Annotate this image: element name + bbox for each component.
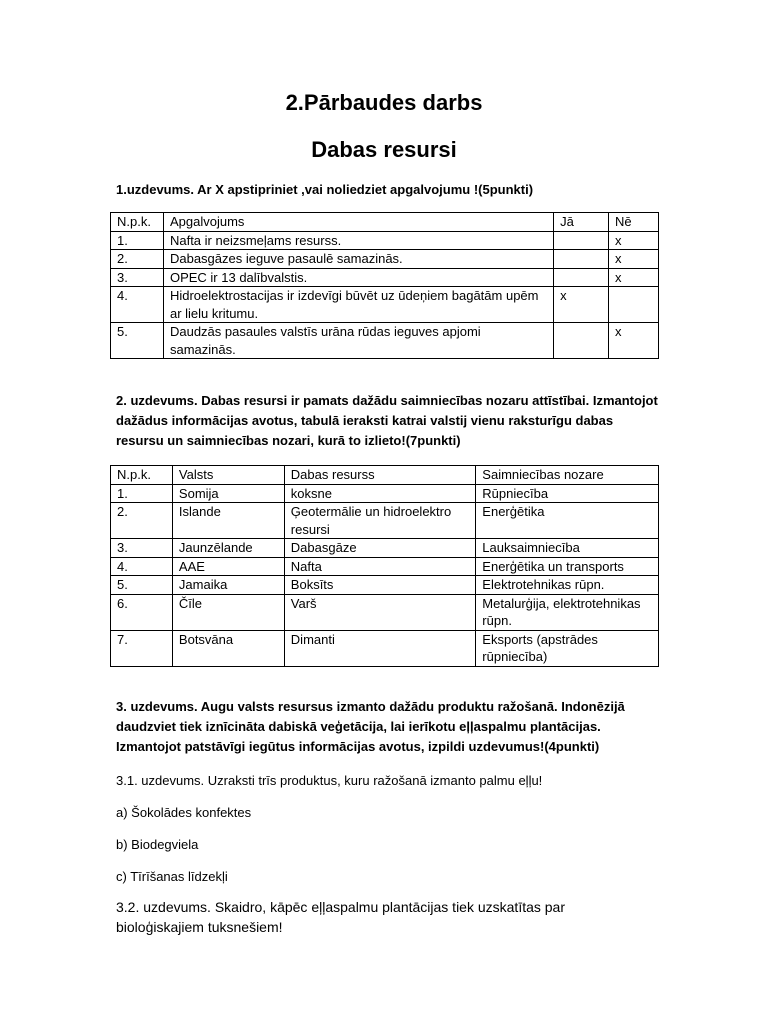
answer-c: c) Tīrīšanas līdzekļi: [116, 869, 228, 884]
task3-heading: 3. uzdevums. Augu valsts resursus izmanto dažādu produktu ražošanā. Indonēzijā daudzviet tiek iznīcināta dabiskā veģetācija, lai ierīkotu eļļaspalmu plantācijas. Izmantojot patstāvīgi iegūtus informācijas avotus, izpildi uzdevumus!(4punkti): [116, 699, 625, 754]
table-cell: Eksports (apstrādes rūpniecība): [476, 630, 659, 666]
table-row: [111, 576, 659, 595]
header-cell: Apgalvojums: [163, 213, 553, 232]
table-cell: 7.: [111, 630, 173, 666]
table-cell: [554, 323, 609, 359]
header-cell: Jā: [554, 213, 609, 232]
header-cell: Valsts: [172, 466, 284, 485]
document-title: 2.Pārbaudes darbs: [285, 90, 483, 115]
table-header-row: [111, 466, 659, 485]
table-cell: Hidroelektrostacijas ir izdevīgi būvēt uz ūdeņiem bagātām upēm ar lielu kritumu.: [163, 287, 553, 323]
table-cell: Rūpniecība: [476, 484, 659, 503]
table-cell: Nafta: [284, 557, 476, 576]
table-cell: Jaunzēlande: [172, 539, 284, 558]
table-cell: AAE: [172, 557, 284, 576]
table-cell: [554, 231, 609, 250]
table-cell: x: [609, 231, 659, 250]
header-cell: N.p.k.: [111, 213, 164, 232]
table-cell: OPEC ir 13 dalībvalstis.: [163, 268, 553, 287]
task2-table: [110, 465, 659, 667]
table-row: [111, 539, 659, 558]
table-cell: Dabasgāze: [284, 539, 476, 558]
table-row: [111, 557, 659, 576]
table-row: [111, 250, 659, 269]
table-cell: Boksīts: [284, 576, 476, 595]
table-cell: Varš: [284, 594, 476, 630]
table-cell: Nafta ir neizsmeļams resurss.: [163, 231, 553, 250]
table-cell: Daudzās pasaules valstīs urāna rūdas ieguves apjomi samazinās.: [163, 323, 553, 359]
table-header-row: [111, 213, 659, 232]
header-cell: N.p.k.: [111, 466, 173, 485]
table-cell: 5.: [111, 323, 164, 359]
table-cell: Jamaika: [172, 576, 284, 595]
answer-b: b) Biodegviela: [116, 837, 199, 852]
table-row: [111, 503, 659, 539]
table-cell: 1.: [111, 231, 164, 250]
table-cell: 4.: [111, 557, 173, 576]
task3-2-question: 3.2. uzdevums. Skaidro, kāpēc eļļaspalmu plantācijas tiek uzskatītas par bioloģiskajiem tuksnešiem!: [116, 899, 566, 935]
table-cell: Lauksaimniecība: [476, 539, 659, 558]
table-cell: Botsvāna: [172, 630, 284, 666]
table-cell: x: [609, 268, 659, 287]
table-cell: Enerģētika un transports: [476, 557, 659, 576]
table-cell: Čīle: [172, 594, 284, 630]
answer-a: a) Šokolādes konfektes: [116, 805, 252, 820]
table-cell: 2.: [111, 503, 173, 539]
table-cell: x: [609, 323, 659, 359]
table-cell: [609, 287, 659, 323]
table-row: [111, 594, 659, 630]
table-cell: koksne: [284, 484, 476, 503]
table-cell: Dabasgāzes ieguve pasaulē samazinās.: [163, 250, 553, 269]
table-cell: Islande: [172, 503, 284, 539]
table-row: [111, 630, 659, 666]
table-cell: 5.: [111, 576, 173, 595]
table-cell: Somija: [172, 484, 284, 503]
table-cell: Dimanti: [284, 630, 476, 666]
table-row: [111, 268, 659, 287]
header-cell: Nē: [609, 213, 659, 232]
table-cell: 2.: [111, 250, 164, 269]
table-cell: 3.: [111, 268, 164, 287]
table-cell: 4.: [111, 287, 164, 323]
table-cell: x: [554, 287, 609, 323]
table-cell: 6.: [111, 594, 173, 630]
table-cell: Ģeotermālie un hidroelektro resursi: [284, 503, 476, 539]
task2-heading: 2. uzdevums. Dabas resursi ir pamats dažādu saimniecības nozaru attīstībai. Izmantojot dažādus informācijas avotus, tabulā ieraksti katrai valstij vienu raksturīgu dabas resursu un saimniecības nozari, kurā to izlieto!(7punkti): [116, 393, 658, 448]
table-cell: Metalurģija, elektrotehnikas rūpn.: [476, 594, 659, 630]
table-cell: 3.: [111, 539, 173, 558]
table-cell: x: [609, 250, 659, 269]
header-cell: Saimniecības nozare: [476, 466, 659, 485]
document-subtitle: Dabas resursi: [311, 137, 457, 162]
table-cell: [554, 250, 609, 269]
table-row: [111, 287, 659, 323]
task1-table: [110, 212, 659, 359]
table-row: [111, 323, 659, 359]
header-cell: Dabas resurss: [284, 466, 476, 485]
task1-heading: 1.uzdevums. Ar X apstipriniet ,vai noliedziet apgalvojumu !(5punkti): [116, 182, 534, 197]
table-cell: Enerģētika: [476, 503, 659, 539]
table-row: [111, 231, 659, 250]
task3-1-question: 3.1. uzdevums. Uzraksti trīs produktus, kuru ražošanā izmanto palmu eļļu!: [116, 773, 543, 788]
table-row: [111, 484, 659, 503]
table-cell: Elektrotehnikas rūpn.: [476, 576, 659, 595]
table-cell: [554, 268, 609, 287]
table-cell: 1.: [111, 484, 173, 503]
